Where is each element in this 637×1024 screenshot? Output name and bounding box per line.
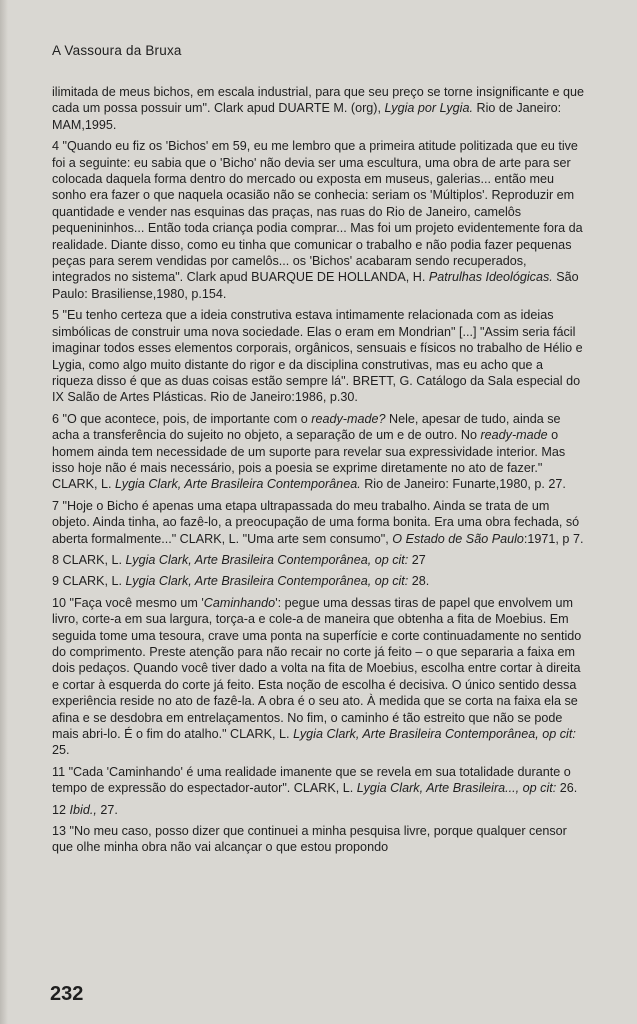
footnote-text-run: São Paulo: Brasiliense,1980, p.154. — [52, 270, 579, 301]
footnote-7 — [52, 498, 587, 547]
footnote-italic-run: ready-made? — [311, 411, 386, 426]
footnote-italic-run: Ibid., — [69, 802, 97, 817]
footnote-text-run: ilimitada de meus bichos, em escala industrial, para que seu preço se torne insignificante e que cada um possa possuir um". Clark apud DUARTE M. (org), — [52, 85, 585, 116]
footnote-text-run: 9 CLARK, L. — [52, 574, 126, 589]
footnote-text-run: 26. — [556, 781, 578, 796]
running-header: A Vassoura da Bruxa — [52, 43, 182, 58]
footnote-8 — [52, 552, 587, 568]
footnote-text-run: 8 CLARK, L. — [52, 552, 126, 567]
footnote-italic-run: Lygia Clark, Arte Brasileira Contemporânea, op cit: — [293, 727, 576, 742]
footnote-continuation — [52, 84, 587, 133]
page-number: 232 — [50, 983, 84, 1005]
footnote-italic-run: Lygia Clark, Arte Brasileira..., op cit: — [356, 781, 557, 796]
footnote-text-run: 12 — [52, 802, 70, 817]
footnote-text-run: 10 "Faça você mesmo um ' — [52, 595, 204, 610]
page-edge-shadow — [0, 0, 8, 1024]
footnote-text-run: Nele, apesar de tudo, ainda se acha a transferência do sujeito no objeto, a separação de um e de outro. No — [52, 411, 561, 443]
footnote-text-run: 28. — [408, 574, 430, 589]
footnote-5 — [52, 307, 587, 405]
footnote-italic-run: ready-made — [480, 428, 548, 443]
footnote-text-run: :1971, p 7. — [523, 531, 584, 546]
footnote-text-run: 11 "Cada 'Caminhando' é uma realidade imanente que se revela em sua totalidade durante o tempo de expressão do espectador-autor". CLARK, L. — [52, 764, 571, 796]
footnote-9 — [52, 573, 587, 589]
footnote-11 — [52, 764, 587, 797]
footnote-italic-run: Lygia Clark, Arte Brasileira Contemporânea, op cit: — [125, 574, 409, 589]
footnote-italic-run: Lygia por Lygia. — [384, 101, 473, 116]
footnote-6 — [52, 411, 587, 493]
footnote-text-run: ': pegue uma dessas tiras de papel que envolvem um livro, corte-a em sua largura, torça-a e cole-a de maneira que obtenha a fita de Moebius. Em seguida tome uma tesoura, crave uma ponta na superfície e corte continuadamente no sentido do comprimento. Preste atenção para não recair no corte já feito – o que separaria a faixa em dois pedaços. Quando você tiver dado a volta na fita de Moebius, escolha entre cortar à direita e cortar à esquerda do corte já feito. Esta noção de escolha é decisiva. O único sentido dessa experiência reside no ato de fazê-la. A obra é o seu ato. À medida que se corta na faixa ela se afina e se desdobra em entrelaçamentos. No fim, o caminho é tão estreito que não se pode mais abri-lo. É o fim do atalho." CLARK, L. — [52, 595, 582, 742]
footnote-text-run: 27 — [408, 552, 426, 567]
footnote-text-run: Rio de Janeiro: MAM,1995. — [52, 101, 562, 132]
footnote-text-run: 25. — [52, 743, 70, 758]
footnote-text-run: 6 "O que acontece, pois, de importante com o — [52, 411, 312, 426]
footnote-text-run: 27. — [96, 802, 118, 817]
footnote-italic-run: Patrulhas Ideológicas. — [428, 270, 553, 285]
footnote-12 — [52, 802, 587, 818]
footnote-text-run: 4 "Quando eu fiz os 'Bichos' em 59, eu me lembro que a primeira atitude politizada que eu tive foi a seguinte: eu sabia que o 'Bicho' não devia ser uma escultura, uma obra de arte para ser colocada daquela forma dentro do mercado ou exposta em museus, galerias... então meu sonho era fazer o que naquela ocasião não se conhecia: seriam os 'Múltiplos'. Reproduzir em quantidade e vender nas esquinas das praças, nas ruas do Rio de Janeiro, camelôs pequenininhos... Então toda criança podia comprar... Mas foi um projeto evidentemente fora da realidade. Diante disso, como eu tinha que comunicar o trabalho e não podia fazer pequenas peças para serem vendidas por camelôs... os 'Bichos' acabaram sendo recuperados, integrados no sistema". Clark apud BUARQUE DE HOLLANDA, H. — [52, 139, 583, 285]
footnote-text-run: o homem ainda tem necessidade de um suporte para revelar sua expressividade interior. Mas isso hoje não é mais necessário, pois a poesia se exprime diretamente no ato de fazer." CLARK, L. — [52, 428, 566, 492]
footnote-10 — [52, 595, 587, 759]
footnote-italic-run: O Estado de São Paulo — [392, 531, 524, 546]
footnote-italic-run: Lygia Clark, Arte Brasileira Contemporânea, op cit: — [125, 552, 409, 567]
footnotes-body — [52, 84, 587, 861]
footnote-italic-run: Caminhando — [203, 595, 276, 610]
footnote-4 — [52, 138, 587, 302]
footnote-text-run: 5 "Eu tenho certeza que a ideia construtiva estava intimamente relacionada com as ideias simbólicas de construir uma nova sociedade. Elas o eram em Mondrian" [...] "Assim seria fácil imaginar todos esses elementos corporais, orgânicos, sensuais e físicos no trabalho de Hélio e Lygia, como algo muito distante do rigor e da disciplina construtivas, mas eu acho que a riqueza disso é que as duas coisas estão sempre lá". BRETT, G. Catálogo da Sala especial do IX Salão de Artes Plásticas. Rio de Janeiro:1986, p.30. — [52, 308, 583, 405]
footnote-13 — [52, 823, 587, 856]
footnote-text-run: Rio de Janeiro: Funarte,1980, p. 27. — [360, 477, 566, 492]
footnote-italic-run: Lygia Clark, Arte Brasileira Contemporânea. — [115, 477, 361, 492]
footnote-text-run: 7 "Hoje o Bicho é apenas uma etapa ultrapassada do meu trabalho. Ainda se trata de um objeto. Ainda tinha, ao fazê-lo, a preocupação de uma forma bonita. Era uma obra fechada, só aberta formalmente..." CLARK, L. "Uma arte sem consumo", — [52, 498, 580, 546]
footnote-text-run: 13 "No meu caso, posso dizer que continuei a minha pesquisa livre, porque qualquer censor que olhe minha obra não vai alcançar o que estou propondo — [52, 824, 567, 855]
